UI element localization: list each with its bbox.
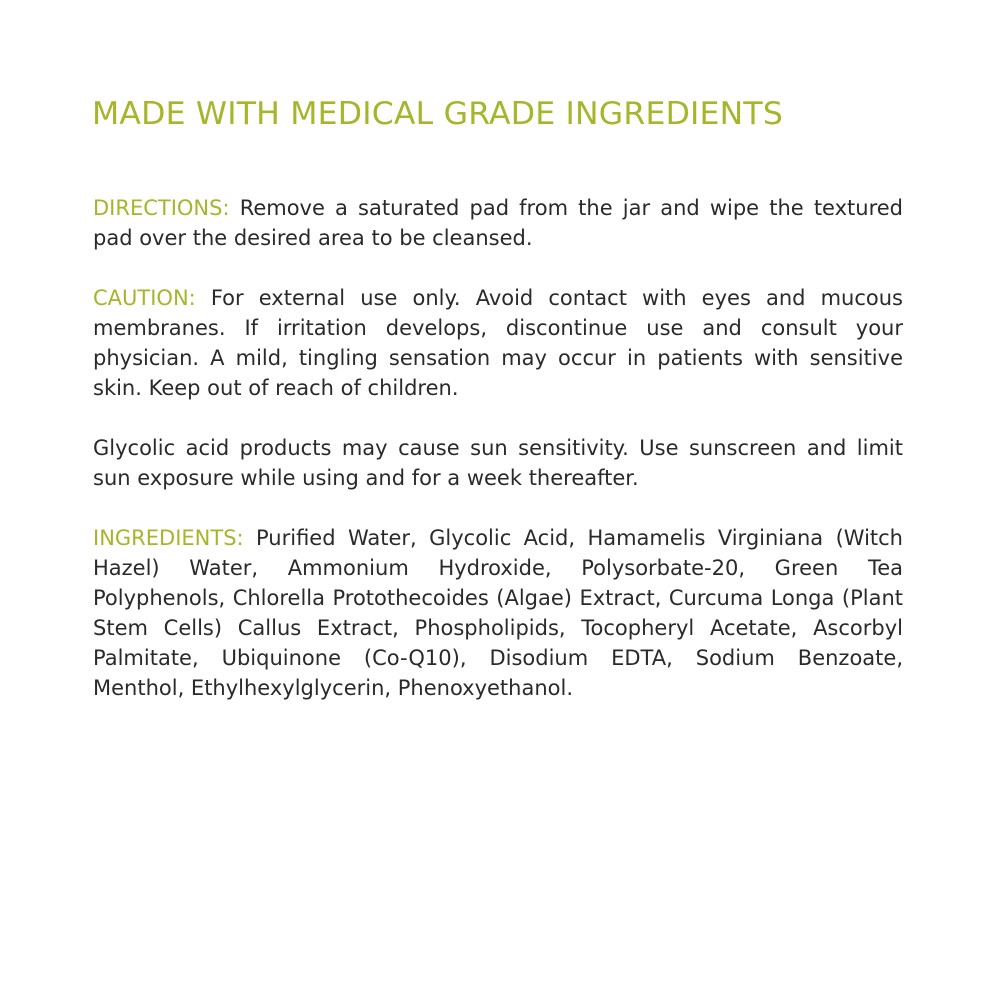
directions-label: DIRECTIONS: <box>93 196 230 220</box>
sun-sensitivity-paragraph <box>93 433 903 493</box>
caution-label: CAUTION: <box>93 286 196 310</box>
headline: MADE WITH MEDICAL GRADE INGREDIENTS <box>92 96 784 132</box>
directions-paragraph <box>93 193 903 253</box>
ingredients-text: Purified Water, Glycolic Acid, Hamamelis Virginiana (Witch Hazel) Water, Ammonium Hydroxide, Polysorbate-20, Green Tea Polyphenols, Chlorella Protothecoides (Algae) Extract, Curcuma Longa (Plant Stem Cells) Callus Extract, Phospholipids, Tocopheryl Acetate, Ascorbyl Palmitate, Ubiquinone (Co-Q10), Disodium EDTA, Sodium Benzoate, Menthol, Ethylhexylglycerin, Phenoxyethanol. <box>93 526 903 700</box>
directions-text: Remove a saturated pad from the jar and wipe the textured pad over the desired area to be cleansed. <box>93 196 903 250</box>
ingredients-paragraph <box>93 523 903 703</box>
caution-text: For external use only. Avoid contact with eyes and mucous membranes. If irritation develops, discontinue use and consult your physician. A mild, tingling sensation may occur in patients with sensitive skin. Keep out of reach of children. <box>93 286 903 400</box>
ingredients-label: INGREDIENTS: <box>93 526 244 550</box>
sun-sensitivity-text: Glycolic acid products may cause sun sensitivity. Use sunscreen and limit sun exposure while using and for a week thereafter. <box>93 436 903 490</box>
caution-paragraph <box>93 283 903 403</box>
